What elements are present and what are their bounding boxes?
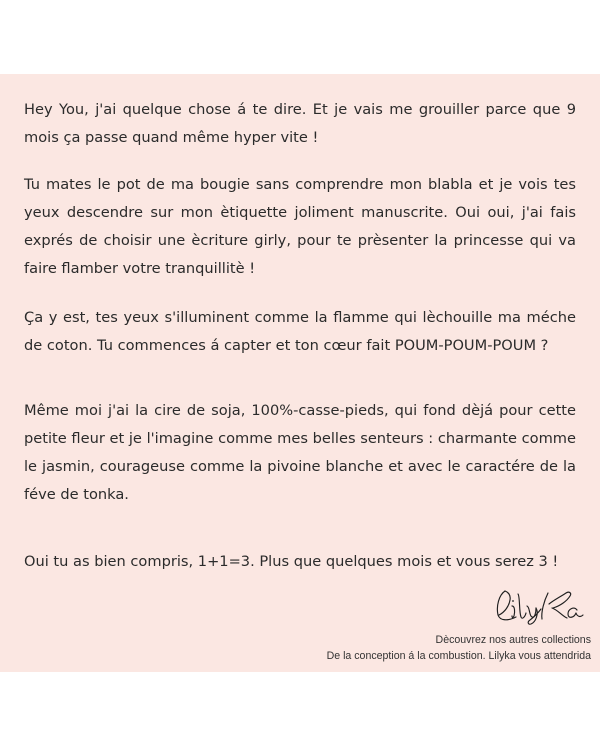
lilyka-signature-logo	[492, 582, 590, 626]
letter-paragraph-5: Oui tu as bien compris, 1+1=3. Plus que quelques mois et vous serez 3 !	[24, 553, 559, 570]
letter-paragraph-2: Tu mates le pot de ma bougie sans comprendre mon blabla et je vois tes yeux descendre sur mon ètiquette joliment manuscrite. Oui oui, j'ai fais exprés de choisir une ècriture girly, pour te prèsenter la princesse qui va faire flamber votre tranquillitè !	[24, 176, 576, 277]
letter-paragraph-3: Ça y est, tes yeux s'illuminent comme la flamme qui lèchouille ma méche de coton. Tu commences á capter et ton cœur fait POUM-POUM-POUM ?	[24, 309, 576, 354]
footer-line-collections: Dècouvrez nos autres collections	[435, 634, 591, 646]
footer-line-tagline: De la conception á la combustion. Lilyka vous attendrida	[326, 650, 591, 662]
letter-paragraph-4: Même moi j'ai la cire de soja, 100%-casse-pieds, qui fond dèjá pour cette petite fleur et je l'imagine comme mes belles senteurs : charmante comme le jasmin, courageuse comme la pivoine blanche et avec le caractére de la féve de tonka.	[24, 402, 576, 503]
letter-paragraph-1: Hey You, j'ai quelque chose á te dire. Et je vais me grouiller parce que 9 mois ça passe quand même hyper vite !	[24, 101, 576, 146]
letter-card	[0, 74, 600, 672]
footer-tagline	[327, 632, 591, 664]
